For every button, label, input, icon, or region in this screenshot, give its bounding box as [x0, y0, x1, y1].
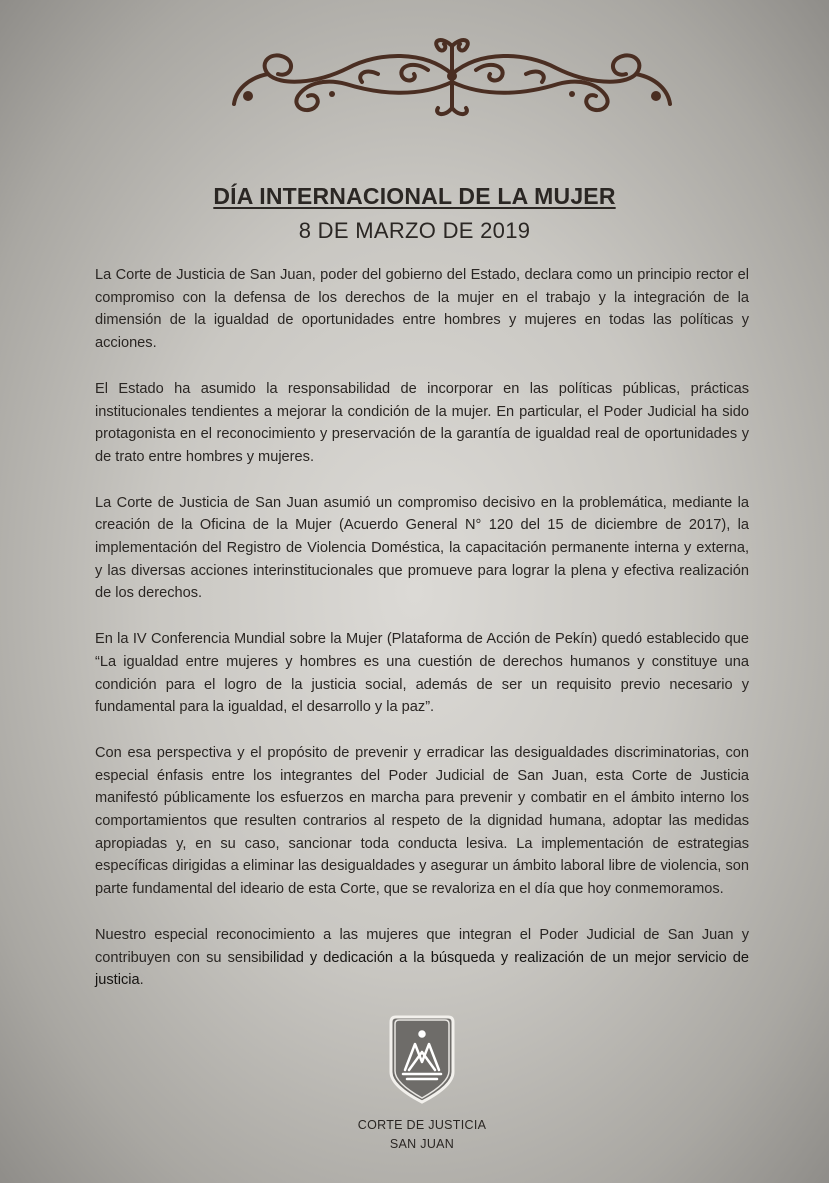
document-title: DÍA INTERNACIONAL DE LA MUJER — [213, 183, 616, 209]
paragraph: La Corte de Justicia de San Juan asumió un compromiso decisivo en la problemática, mediante la creación de la Oficina de la Mujer (Acuerdo General N° 120 del 15 de diciembre de 2017), la implementación del Registro de Violencia Doméstica, la capacitación permanente interna y externa, y las diversas acciones interinstitucionales que promueve para lograr la plena y efectiva realización de los derechos. — [95, 494, 749, 602]
closing-text-emphasis: lidad y dedicación a la búsqueda y realización de un mejor servicio de justicia — [95, 949, 749, 989]
paragraph: En la IV Conferencia Mundial sobre la Mujer (Plataforma de Acción de Pekín) quedó establecido que “La igualdad entre mujeres y hombres es una cuestión de derechos humanos y constituye una condición para el logro de la justicia social, además de ser un requisito previo necesario y fundamental para la igualdad, el desarrollo y la paz”. — [95, 631, 749, 716]
organization-name — [0, 1116, 829, 1154]
paragraph: Con esa perspectiva y el propósito de prevenir y erradicar las desigualdades discriminatorias, con especial énfasis entre los integrantes del Poder Judicial de San Juan, esta Corte de Justicia manifestó públicamente los esfuerzos en marcha para prevenir y combatir en el ámbito interno los comportamientos que resulten contrarios al respeto de la dignidad humana, adoptar las medidas apropiadas y, en su caso, sancionar toda conducta lesiva. La implementación de estrategias específicas dirigidas a eliminar las desigualdades y asegurar un ámbito laboral libre de violencia, son parte fundamental del ideario de esta Corte, que se revaloriza en el día que hoy conmemoramos. — [95, 744, 749, 898]
paragraph: El Estado ha asumido la responsabilidad de incorporar en las políticas públicas, prácticas institucionales tendientes a mejorar la condición de la mujer. En particular, el Poder Judicial ha sido protagonista en el reconocimiento y preservación de la garantía de igualdad real de oportunidades y de trato entre hombres y mujeres. — [95, 380, 749, 465]
organization-line-2: SAN JUAN — [389, 1137, 455, 1151]
closing-paragraph — [95, 924, 749, 992]
document-date: 8 DE MARZO DE 2019 — [298, 218, 531, 243]
closing-text: Nuestro especial reconocimiento a las mujeres que integran el Poder Judicial de San Juan y contribuyen con su sensibi — [95, 926, 749, 966]
flourish-ornament-icon — [228, 34, 676, 120]
paragraph: La Corte de Justicia de San Juan, poder del gobierno del Estado, declara como un principio rector el compromiso con la defensa de los derechos de la mujer en el trabajo y la integración de la dimensión de la igualdad de oportunidades entre hombres y mujeres en todas las políticas y acciones. — [95, 267, 749, 352]
organization-line-1: CORTE DE JUSTICIA — [357, 1118, 487, 1132]
court-shield-logo-icon — [385, 1014, 459, 1106]
document-body — [95, 264, 749, 992]
closing-period: . — [139, 972, 144, 989]
